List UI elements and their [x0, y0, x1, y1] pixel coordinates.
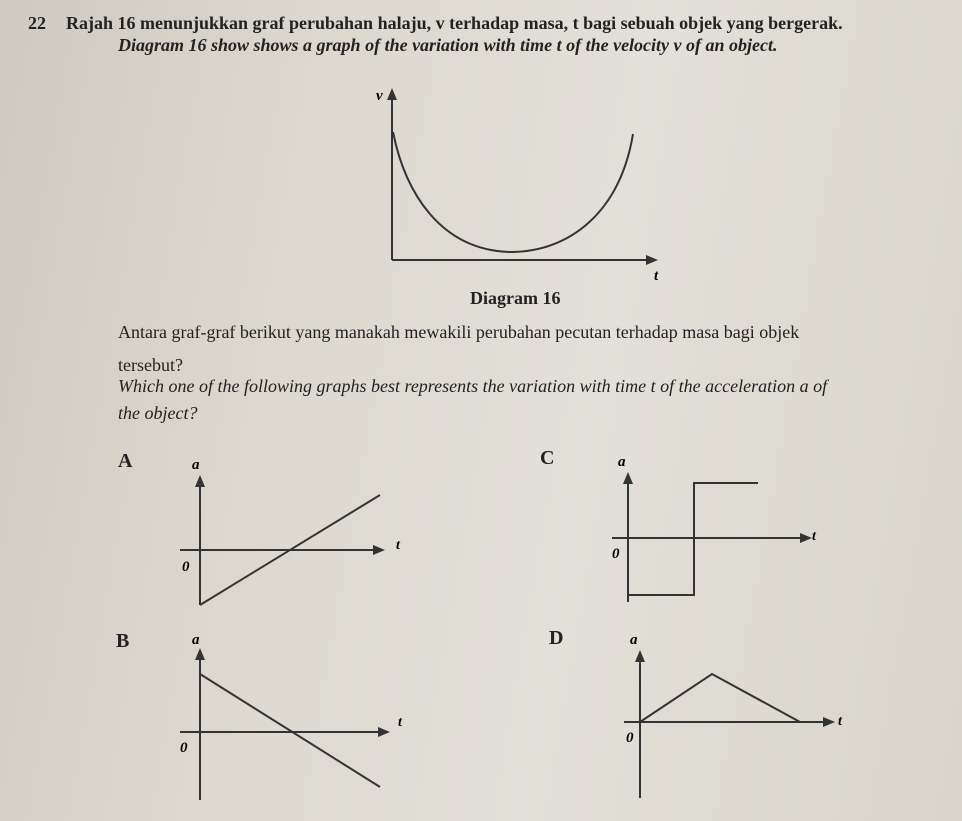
- option-d-x-axis-label: t: [838, 714, 842, 729]
- option-a-origin-label: 0: [182, 559, 190, 575]
- option-b-x-axis-label: t: [398, 715, 402, 730]
- prompt-english-line-2: the object?: [118, 403, 198, 423]
- option-a-x-axis-label: t: [396, 538, 400, 553]
- diagram-16-y-axis-label: v: [376, 88, 383, 104]
- option-d-y-axis-label: a: [630, 632, 638, 648]
- option-a-graph[interactable]: [170, 455, 410, 620]
- option-c-y-axis-label: a: [618, 454, 626, 470]
- option-d-origin-label: 0: [626, 730, 634, 746]
- question-number: 22: [28, 13, 46, 33]
- option-d-letter[interactable]: D: [549, 627, 564, 649]
- diagram-16-x-axis-label: t: [654, 268, 659, 282]
- option-a-letter[interactable]: A: [118, 450, 133, 472]
- question-text-malay: Rajah 16 menunjukkan graf perubahan halaju, v terhadap masa, t bagi sebuah objek yang bergerak.: [66, 13, 843, 33]
- prompt-malay-line-1: Antara graf-graf berikut yang manakah mewakili perubahan pecutan terhadap masa bagi objek: [118, 322, 800, 342]
- diagram-16-caption: Diagram 16: [470, 288, 561, 308]
- diagram-16-graph: [370, 82, 680, 282]
- option-c-x-axis-label: t: [812, 529, 816, 544]
- option-a-y-axis-label: a: [192, 457, 200, 473]
- prompt-english-line-1: Which one of the following graphs best represents the variation with time t of the acceleration a of: [118, 376, 828, 396]
- option-b-origin-label: 0: [180, 740, 188, 756]
- option-c-graph[interactable]: [602, 450, 842, 610]
- option-b-letter[interactable]: B: [116, 630, 130, 652]
- option-c-origin-label: 0: [612, 546, 620, 562]
- option-d-graph[interactable]: [610, 630, 860, 800]
- option-b-graph[interactable]: [170, 632, 410, 802]
- option-c-letter[interactable]: C: [540, 447, 555, 469]
- prompt-malay-line-2: tersebut?: [118, 355, 183, 375]
- question-text-english: Diagram 16 show shows a graph of the variation with time t of the velocity v of an object.: [118, 35, 778, 55]
- option-b-y-axis-label: a: [192, 632, 200, 648]
